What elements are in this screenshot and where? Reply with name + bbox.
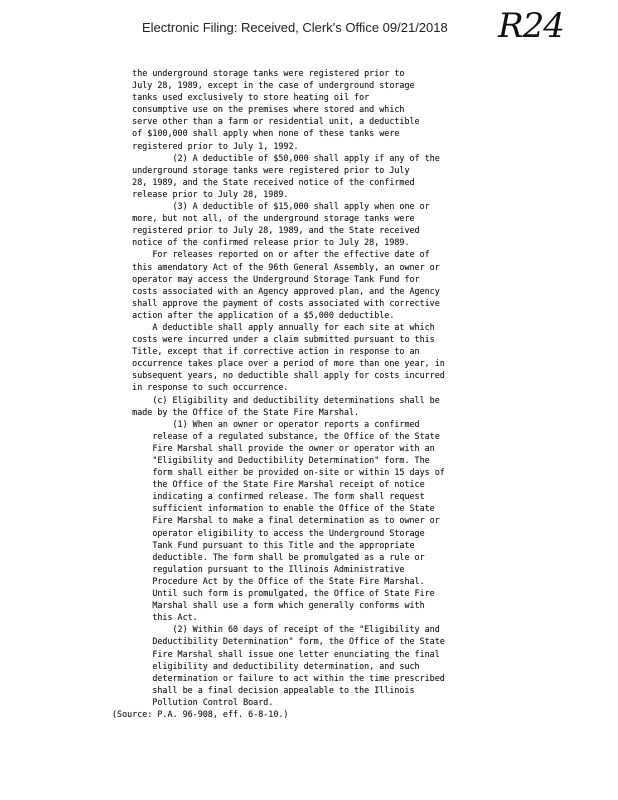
text-line: costs were incurred under a claim submitted pursuant to this: [112, 334, 435, 345]
text-line: (2) A deductible of $50,000 shall apply if any of the: [112, 152, 440, 163]
text-line: indicating a confirmed release. The form shall request: [112, 491, 425, 502]
text-line: operator may access the Underground Storage Tank Fund for: [112, 273, 420, 284]
text-line: regulation pursuant to the Illinois Administrative: [112, 563, 405, 574]
text-line: tanks used exclusively to store heating oil for: [112, 92, 370, 103]
text-line: occurrence takes place over a period of more than one year, in: [112, 358, 445, 369]
text-line: (3) A deductible of $15,000 shall apply when one or: [112, 201, 430, 212]
text-line: shall be a final decision appealable to the Illinois: [112, 684, 415, 695]
text-line: form shall either be provided on-site or within 15 days of: [112, 467, 445, 478]
text-line: operator eligibility to access the Underground Storage: [112, 527, 425, 538]
text-line: eligibility and deductibility determination, and such: [112, 660, 420, 671]
text-line: Fire Marshal to make a final determination as to owner or: [112, 515, 440, 526]
text-line: shall approve the payment of costs associated with corrective: [112, 297, 440, 308]
text-line: made by the Office of the State Fire Marshal.: [112, 406, 360, 417]
text-line: deductible. The form shall be promulgated as a rule or: [112, 551, 425, 562]
text-line: more, but not all, of the underground storage tanks were: [112, 213, 415, 224]
text-line: of $100,000 shall apply when none of these tanks were: [112, 128, 400, 139]
exhibit-mark: R24: [498, 6, 564, 46]
filing-stamp-header: Electronic Filing: Received, Clerk's Office 09/21/2018: [142, 20, 448, 35]
text-line: underground storage tanks were registered prior to July: [112, 164, 410, 175]
text-line: (2) Within 60 days of receipt of the "Eligibility and: [112, 624, 440, 635]
text-line: Procedure Act by the Office of the State Fire Marshal.: [112, 575, 425, 586]
text-line: action after the application of a $5,000 deductible.: [112, 309, 395, 320]
text-line: notice of the confirmed release prior to July 28, 1989.: [112, 237, 410, 248]
text-line: costs associated with an Agency approved plan, and the Agency: [112, 285, 440, 296]
text-line: in response to such occurrence.: [112, 382, 289, 393]
text-line: consumptive use on the premises where stored and which: [112, 104, 405, 115]
text-line: sufficient information to enable the Office of the State: [112, 503, 435, 514]
text-line: Tank Fund pursuant to this Title and the appropriate: [112, 539, 415, 550]
text-line: Title, except that if corrective action in response to an: [112, 346, 420, 357]
text-line: Fire Marshal shall issue one letter enunciating the final: [112, 648, 440, 659]
text-line: registered prior to July 1, 1992.: [112, 140, 299, 151]
text-line: (Source: P.A. 96-908, eff. 6-8-10.): [112, 708, 289, 719]
text-line: release prior to July 28, 1989.: [112, 188, 289, 199]
text-line: Deductibility Determination" form, the Office of the State: [112, 636, 445, 647]
text-line: (c) Eligibility and deductibility determinations shall be: [112, 394, 440, 405]
statute-body-text: [112, 67, 492, 720]
text-line: registered prior to July 28, 1989, and the State received: [112, 225, 420, 236]
text-line: Fire Marshal shall provide the owner or operator with an: [112, 442, 435, 453]
text-line: the Office of the State Fire Marshal receipt of notice: [112, 479, 425, 490]
text-line: determination or failure to act within the time prescribed: [112, 672, 445, 683]
text-line: serve other than a farm or residential unit, a deductible: [112, 116, 420, 127]
text-line: (1) When an owner or operator reports a confirmed: [112, 418, 420, 429]
text-line: Until such form is promulgated, the Office of State Fire: [112, 588, 435, 599]
text-line: subsequent years, no deductible shall apply for costs incurred: [112, 370, 445, 381]
text-line: "Eligibility and Deductibility Determination" form. The: [112, 455, 430, 465]
text-line: release of a regulated substance, the Office of the State: [112, 430, 440, 441]
text-line: For releases reported on or after the effective date of: [112, 249, 430, 260]
text-line: this amendatory Act of the 96th General Assembly, an owner or: [112, 261, 440, 272]
text-line: A deductible shall apply annually for each site at which: [112, 321, 435, 332]
text-line: 28, 1989, and the State received notice of the confirmed: [112, 176, 415, 187]
text-line: July 28, 1989, except in the case of underground storage: [112, 80, 415, 91]
text-line: Marshal shall use a form which generally conforms with: [112, 600, 425, 611]
text-line: the underground storage tanks were registered prior to: [112, 68, 405, 78]
text-line: this Act.: [112, 612, 198, 623]
text-line: Pollution Control Board.: [112, 696, 274, 707]
